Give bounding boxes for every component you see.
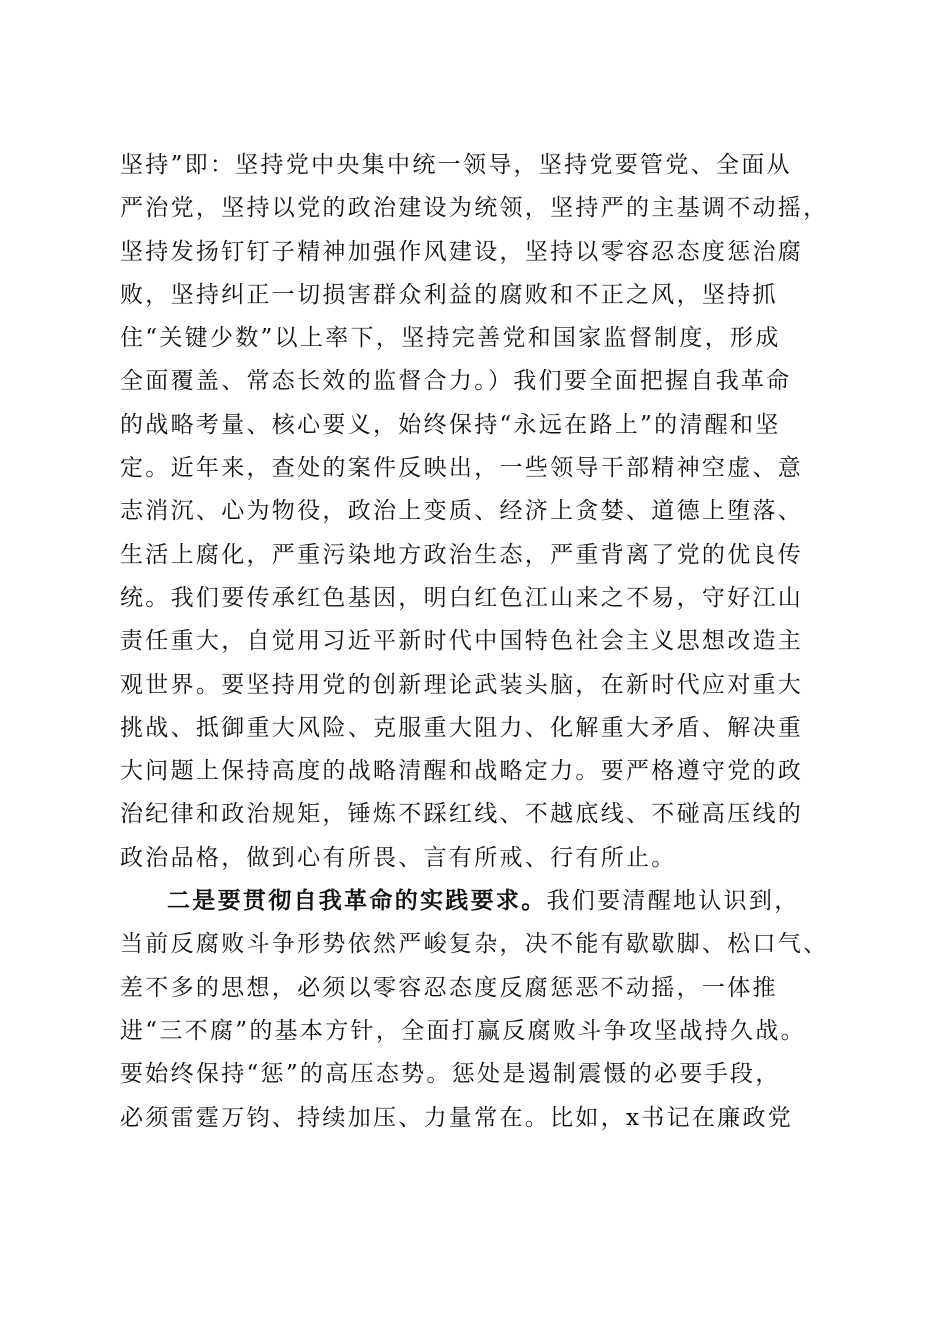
text-line: 严治党，坚持以党的政治建设为统领，坚持严的主基调不动摇，: [120, 195, 829, 222]
text-line: 坚持发扬钉钉子精神加强作风建设，坚持以零容忍态度惩治腐: [120, 238, 804, 265]
text-line: 观世界。要坚持用党的创新理论武装头脑，在新时代应对重大: [120, 671, 804, 698]
text-line: 大问题上保持高度的战略清醒和战略定力。要严格遵守党的政: [120, 758, 804, 785]
body-text: [120, 144, 840, 1140]
text-line: 住“关键少数”以上率下，坚持完善党和国家监督制度，形成: [120, 325, 781, 352]
text-line: 要始终保持“惩”的高压态势。惩处是遏制震慑的必要手段，: [120, 1061, 781, 1088]
text-line: 的战略考量、核心要义，始终保持“永远在路上”的清醒和坚: [120, 411, 781, 438]
text-line: 志消沉、心为物役，政治上变质、经济上贪婪、道德上堕落、: [120, 498, 804, 525]
text-line: 政治品格，做到心有所畏、言有所戒、行有所止。: [120, 844, 677, 871]
text-line: 进“三不腐”的基本方针，全面打赢反腐败斗争攻坚战持久战。: [120, 1017, 806, 1044]
text-line: 当前反腐败斗争形势依然严峻复杂，决不能有歇歇脚、松口气、: [120, 931, 829, 958]
section-heading: 二是要贯彻自我革命的实践要求。: [167, 888, 547, 915]
text-line: 责任重大，自觉用习近平新时代中国特色社会主义思想改造主: [120, 628, 804, 655]
text-line: 全面覆盖、常态长效的监督合力。）我们要全面把握自我革命: [120, 368, 792, 395]
text-line: 生活上腐化，严重污染地方政治生态，严重背离了党的优良传: [120, 541, 804, 568]
text-line: 必须雷霆万钧、持续加压、力量常在。比如，x书记在廉政党: [120, 1104, 794, 1131]
text-line: 定。近年来，查处的案件反映出，一些领导干部精神空虚、意: [120, 455, 804, 482]
text-line: 统。我们要传承红色基因，明白红色江山来之不易，守好江山: [120, 584, 804, 611]
paragraph-2-first-line: [120, 880, 840, 923]
text-line: 败，坚持纠正一切损害群众利益的腐败和不正之风，坚持抓: [120, 281, 778, 308]
text-line: 坚持”即：坚持党中央集中统一领导，坚持党要管党、全面从: [120, 152, 792, 178]
text-segment: 我们要清醒地认识到，: [546, 888, 800, 915]
text-line: 差不多的思想，必须以零容忍态度反腐惩恶不动摇，一体推: [120, 974, 778, 1001]
text-line: 治纪律和政治规矩，锤炼不踩红线、不越底线、不碰高压线的: [120, 801, 804, 828]
text-line: 挑战、抵御重大风险、克服重大阻力、化解重大矛盾、解决重: [120, 714, 804, 741]
